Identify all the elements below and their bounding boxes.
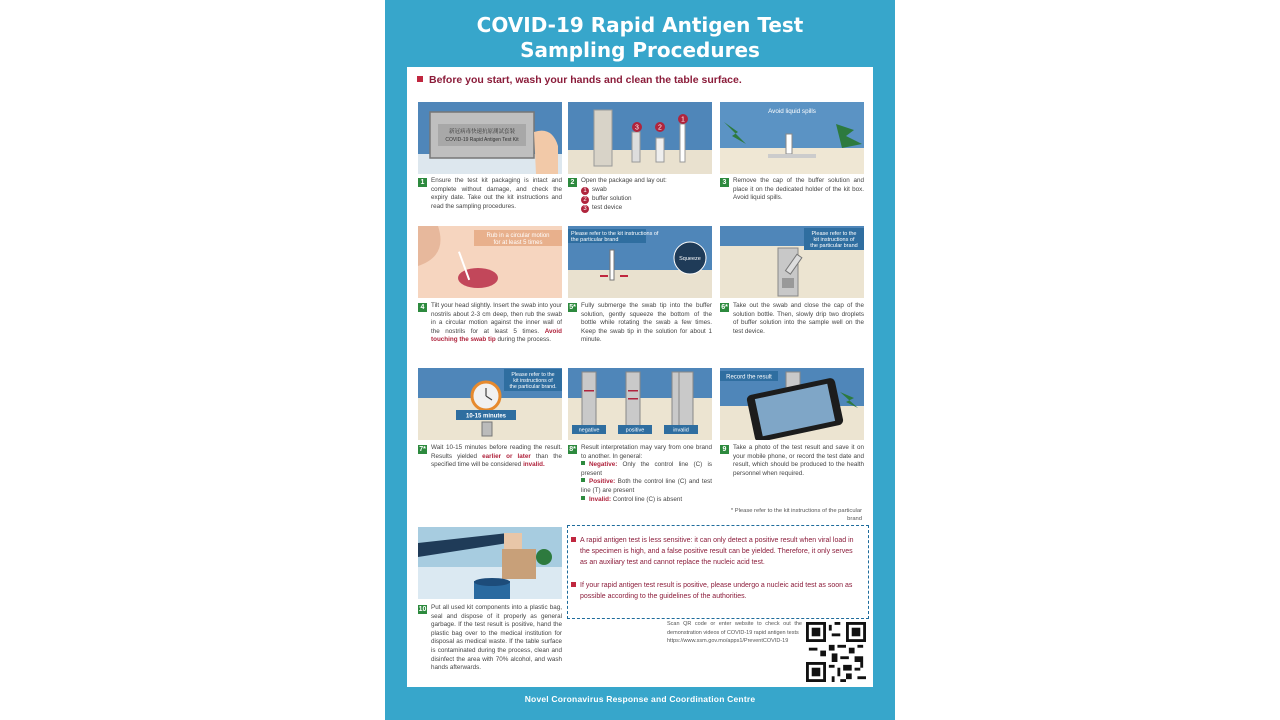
step-number: 5* [569, 304, 576, 311]
caption-line-1: Rub in a circular motion [486, 233, 550, 239]
kit-components-icon [568, 102, 712, 174]
step-2-intro: Open the package and lay out: [581, 177, 667, 184]
number-badge-icon: 2 [581, 196, 589, 204]
poster-title: COVID-19 Rapid Antigen Test [476, 13, 804, 37]
step-2-illustration [568, 102, 712, 174]
qr-code-icon[interactable] [806, 622, 866, 682]
footer: Novel Coronavirus Response and Coordination Centre [524, 694, 756, 704]
result-item [581, 496, 712, 505]
step-8-illustration [568, 368, 712, 440]
highlight-text: invalid. [523, 461, 545, 469]
bullet-square-icon [571, 537, 576, 542]
result-text: Only the control line (C) is present [581, 461, 712, 477]
text-part: than the specified time will be considered [431, 452, 563, 469]
step-9-illustration [720, 368, 864, 440]
result-caption: negative [578, 427, 600, 434]
bullet-square-icon [581, 478, 585, 482]
qr-instructions [667, 620, 802, 646]
result-label: Negative: [589, 461, 618, 469]
bullet-square-icon [581, 461, 585, 465]
intro-banner [417, 74, 742, 86]
caption-line-1: Please refer to the [511, 372, 555, 378]
timer-clock-icon [418, 368, 562, 440]
qr-url-link[interactable]: https://www.ssm.gov.mo/apps1/PreventCOVID-19 [667, 638, 789, 644]
step-3-text: Remove the cap of the buffer solution and place it on the dedicated holder of the kit box. Avoid liquid spills. [733, 177, 864, 202]
step-number: 3 [720, 178, 729, 187]
caption-line-3: the particular brand [810, 243, 858, 249]
step-number: 6* [721, 304, 728, 311]
component-label: swab [592, 185, 607, 193]
kit-box-label-zh: 新冠病毒快速抗原測試套裝 [448, 129, 516, 135]
result-label: Positive: [589, 478, 616, 486]
step-10-illustration [418, 527, 562, 599]
result-item [581, 461, 712, 478]
step-2-text [581, 177, 712, 213]
step-5-illustration [568, 226, 712, 298]
intro-text: Before you start, wash your hands and clean the table surface. [429, 74, 742, 86]
kit-box-label-en: COVID-19 Rapid Antigen Test Kit [445, 137, 519, 143]
swab-in-solution-icon [568, 226, 712, 298]
asterisk-note: * Please refer to the kit instructions of the particular brand [730, 508, 862, 522]
step-number: 8* [569, 446, 576, 453]
step-number: 1 [418, 178, 427, 187]
step-number: 4 [418, 303, 427, 312]
test-kit-box-icon [418, 102, 562, 174]
result-caption: positive [625, 427, 645, 434]
step-3-illustration [720, 102, 864, 174]
zoom-caption: Squeeze [679, 256, 701, 262]
caption-line-3: the particular brand. [509, 384, 557, 390]
buffer-holder-icon [720, 102, 864, 174]
text-part: Tilt your head slightly. Insert the swab into your nostrils about 2-3 cm deep, then rub the swab in a circular motion against the inner wall of the nostrils for at least 5 times. [431, 302, 562, 335]
phone-photo-icon [720, 368, 864, 440]
step-1-illustration [418, 102, 562, 174]
highlight-text: Avoid touching the swab tip [431, 327, 562, 344]
note-item [580, 580, 860, 602]
number-badge-icon: 1 [581, 187, 589, 195]
timer-caption: 10-15 minutes [465, 413, 507, 420]
step-6-text: Take out the swab and close the cap of the solution bottle. Then, slowly drip two droplets of buffer solution into the sample well on the test device. [733, 302, 864, 335]
highlight-text: earlier or later [482, 452, 531, 460]
step-5-text: Fully submerge the swab tip into the buffer solution, gently squeeze the bottom of the bottle while rotating the swab a few times. Keep the swab tip in the solution for about 1 minute. [581, 302, 712, 344]
qr-caption: Scan QR code or enter website to check out the demonstration videos of COVID-19 rapid antigen tests [667, 621, 802, 636]
result-item [581, 478, 712, 495]
caption-line-2: kit instructions of [513, 378, 553, 384]
caption: Record the result [726, 374, 772, 381]
component-item [581, 195, 712, 204]
note-text: If your rapid antigen test result is positive, please undergo a nucleic acid test as soon as possible according to the guidelines of the authorities. [580, 582, 853, 600]
procedure-card [407, 67, 873, 687]
bullet-square-icon [581, 496, 585, 500]
component-label: test device [592, 203, 623, 211]
step-number: 2 [568, 178, 577, 187]
component-marker: 2 [658, 124, 662, 132]
caption-line-2: for at least 5 times [493, 240, 543, 246]
component-item [581, 204, 712, 213]
poster-subtitle: Sampling Procedures [520, 38, 760, 62]
result-caption: invalid [673, 427, 689, 434]
step-10-text: Put all used kit components into a plastic bag, seal and dispose of it properly as general garbage. If the test result is positive, hand the plastic bag over to the medical institution for disposal as medical waste. If the table surface is contaminated during the process, clean and disinfect the area with 70% alcohol, and wash hands afterwards. [431, 604, 562, 672]
step-number: 7* [419, 446, 426, 453]
step-4-text [431, 302, 562, 345]
note-text: A rapid antigen test is less sensitive: it can only detect a positive result when viral load in the specimen is high, and a false positive result can be yielded. Therefore, it only serves as an auxiliary test and cannot replace the nucleic acid test. [580, 537, 854, 566]
step-8-intro: Result interpretation may vary from one brand to another. In general: [581, 444, 712, 460]
step-8-text [581, 444, 712, 504]
nasal-swab-icon [418, 226, 562, 298]
poster [385, 0, 895, 720]
result-text: Control line (C) is absent [612, 495, 683, 503]
number-badge-icon: 3 [581, 205, 589, 213]
component-marker: 1 [681, 116, 685, 124]
step-9-text: Take a photo of the test result and save it on your mobile phone, or record the test date and result, which should be produced to the health personnel when required. [733, 444, 864, 477]
bullet-square-icon [571, 582, 576, 587]
step-number: 10 [418, 606, 427, 613]
component-label: buffer solution [592, 194, 632, 202]
garbage-disposal-icon [418, 527, 562, 599]
caption-line-2: the particular brand [571, 237, 619, 243]
caption-line-2: kit instructions of [813, 237, 855, 243]
step-1-text: Ensure the test kit packaging is intact and complete without damage, and check the expiry date. Take out the kit instructions and read the sampling procedures. [431, 177, 562, 210]
warning-caption: Avoid liquid spills [768, 108, 816, 115]
step-6-illustration [720, 226, 864, 298]
result-label: Invalid: [589, 495, 612, 503]
step-4-illustration [418, 226, 562, 298]
test-results-icon [568, 368, 712, 440]
step-7-text [431, 444, 562, 470]
result-text: Both the control line (C) and test line (T) are present [581, 478, 712, 494]
text-part: during the process. [497, 336, 552, 344]
caption-line-1: Please refer to the [811, 231, 857, 237]
step-7-illustration [418, 368, 562, 440]
note-item [580, 535, 860, 568]
important-notes [567, 525, 869, 619]
bullet-square-icon [417, 76, 423, 82]
component-item [581, 186, 712, 195]
caption-line-1: Please refer to the kit instructions of [571, 231, 659, 237]
text-part: Wait 10-15 minutes before reading the result. Results yielded [431, 444, 562, 460]
step-number: 9 [720, 445, 729, 454]
component-marker: 3 [635, 124, 639, 132]
drip-solution-icon [720, 226, 864, 298]
